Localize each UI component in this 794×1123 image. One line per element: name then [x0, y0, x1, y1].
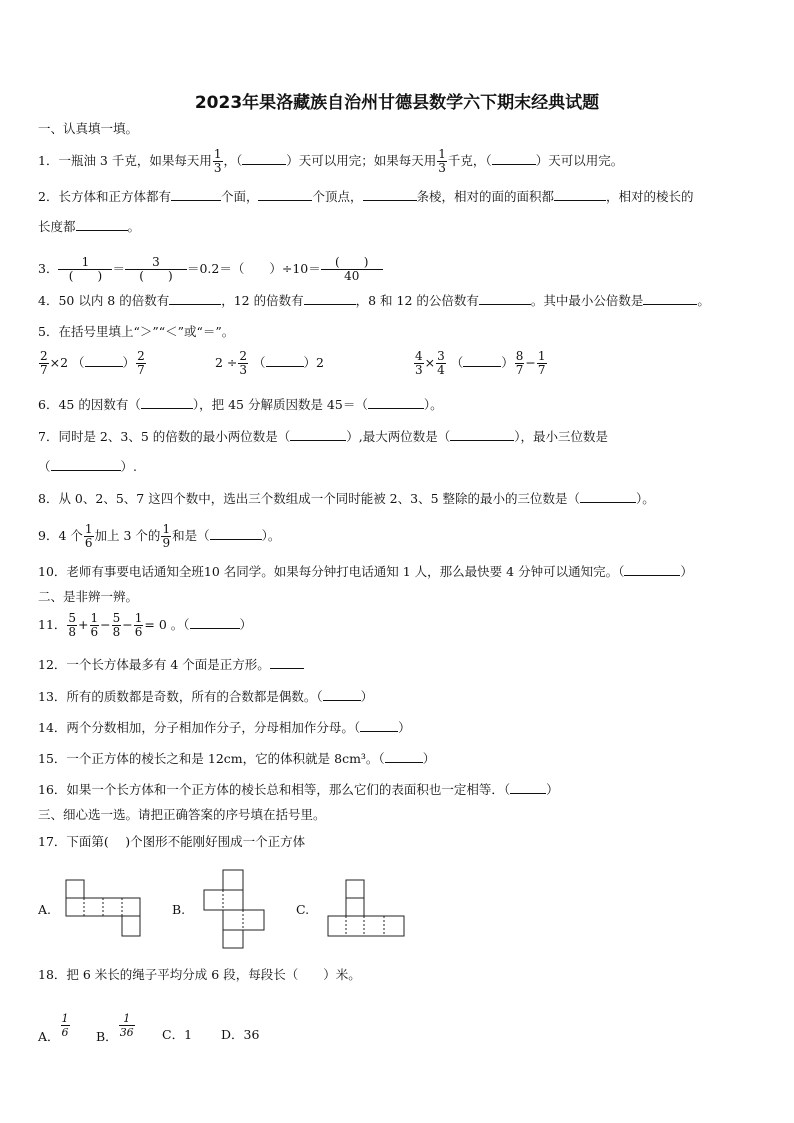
- question-7-cont: （ ）.: [38, 459, 137, 474]
- question-18: 18．把 6 米长的绳子平均分成 6 段，每段长（ ）米。: [38, 967, 361, 982]
- question-17: 17．下面第( )个图形不能刚好围成一个正方体: [38, 834, 306, 849]
- question-8: 8．从 0、2、5、7 这四个数中，选出三个数组成一个同时能被 2、3、5 整除的最小的三位数是（ ）。: [38, 491, 655, 506]
- q5-expression-2: 2 ÷ $\frac{2}{3}$ （ ）2: [215, 349, 324, 377]
- question-1: 1．一瓶油 3 千克，如果每天用 $\frac{1}{3}$ ，（ ）天可以用完；如果每天用 $\frac{1}{3}$ 千克，（ ）天可以用完。: [38, 147, 624, 175]
- answer-blank[interactable]: [210, 527, 262, 540]
- answer-blank[interactable]: [450, 428, 514, 441]
- answer-blank[interactable]: [171, 188, 221, 201]
- question-14: 14．两个分数相加，分子相加作分子，分母相加作分母。（ ）: [38, 720, 411, 735]
- section-heading-1: 一、认真填一填。: [38, 121, 139, 136]
- answer-blank[interactable]: [190, 616, 240, 629]
- answer-blank[interactable]: [368, 396, 424, 409]
- fraction: $\frac{1}{3}$: [213, 147, 222, 175]
- cube-net-c[interactable]: [326, 878, 408, 940]
- answer-blank[interactable]: [290, 428, 346, 441]
- fraction: $\frac{3}{( )}$: [126, 256, 186, 283]
- answer-blank[interactable]: [51, 458, 121, 471]
- answer-blank[interactable]: [554, 188, 606, 201]
- answer-blank[interactable]: [492, 152, 536, 165]
- question-5: 5．在括号里填上“＞”“＜”或“＝”。: [38, 324, 235, 339]
- question-10: 10．老师有事要电话通知全班10 名同学。如果每分钟打电话通知 1 人，那么最快要 4 分钟可以通知完。（ ）: [38, 564, 693, 579]
- answer-blank[interactable]: [643, 292, 697, 305]
- answer-blank[interactable]: [580, 490, 636, 503]
- question-6: 6．45 的因数有（ ），把 45 分解质因数是 45＝（ ）。: [38, 397, 443, 412]
- question-3: 3． $\frac{1}{( )}$ ＝ $\frac{3}{( )}$ ＝0.2＝（ ）÷10＝ $\frac{( )}{40}$: [38, 256, 383, 283]
- fraction: $\frac{( )}{40}$: [322, 256, 382, 283]
- question-2: 2．长方体和正方体都有 个面， 个顶点， 条棱，相对的面的面积都 ，相对的棱长的: [38, 189, 694, 204]
- section-heading-3: 三、细心选一选。请把正确答案的序号填在括号里。: [38, 807, 326, 822]
- answer-blank[interactable]: [323, 688, 361, 701]
- option-c-label[interactable]: C.: [296, 902, 310, 917]
- answer-blank[interactable]: [463, 354, 501, 367]
- cube-net-a[interactable]: [64, 878, 144, 938]
- answer-blank[interactable]: [169, 292, 221, 305]
- question-9: 9．4 个 $\frac{1}{6}$ 加上 3 个的 $\frac{1}{9}$ 和是（ ）。: [38, 522, 281, 550]
- answer-blank[interactable]: [76, 218, 128, 231]
- answer-blank[interactable]: [270, 656, 304, 669]
- question-13: 13．所有的质数都是奇数，所有的合数都是偶数。（ ）: [38, 689, 374, 704]
- answer-blank[interactable]: [624, 563, 680, 576]
- answer-blank[interactable]: [360, 719, 398, 732]
- cube-net-b[interactable]: [202, 868, 268, 952]
- answer-blank[interactable]: [266, 354, 304, 367]
- option-a-label[interactable]: A． $\frac{1}{6}$: [38, 1012, 69, 1044]
- question-7: 7．同时是 2、3、5 的倍数的最小两位数是（ ）,最大两位数是（ ），最小三位数是: [38, 429, 609, 444]
- option-d-label[interactable]: D．36: [221, 1027, 260, 1042]
- answer-blank[interactable]: [304, 292, 356, 305]
- option-b-label[interactable]: B． $\frac{1}{36}$: [96, 1012, 134, 1044]
- answer-blank[interactable]: [141, 396, 193, 409]
- q5-expression-3: $\frac{4}{3}$ × $\frac{3}{4}$ （ ） $\frac{8}{7}$ − $\frac{1}{7}$: [415, 349, 546, 377]
- fraction: $\frac{1}{( )}$: [59, 256, 111, 283]
- question-2-cont: 长度都 。: [38, 219, 141, 234]
- option-c-label[interactable]: C．1: [162, 1027, 193, 1042]
- answer-blank[interactable]: [242, 152, 286, 165]
- question-15: 15．一个正方体的棱长之和是 12cm，它的体积就是 8cm³。（ ）: [38, 751, 436, 766]
- question-11: 11． $\frac{5}{8}$ + $\frac{1}{6}$ − $\frac{5}{8}$ − $\frac{1}{6}$ = 0 。（ ）: [38, 611, 253, 639]
- answer-blank[interactable]: [363, 188, 417, 201]
- option-a-label[interactable]: A.: [38, 902, 52, 917]
- question-12: 12．一个长方体最多有 4 个面是正方形。: [38, 656, 304, 673]
- option-b-label[interactable]: B.: [172, 902, 186, 917]
- answer-blank[interactable]: [510, 781, 546, 794]
- page-title: 2023年果洛藏族自治州甘德县数学六下期末经典试题: [194, 93, 600, 113]
- section-heading-2: 二、是非辨一辨。: [38, 589, 139, 604]
- answer-blank[interactable]: [85, 354, 123, 367]
- fraction: $\frac{1}{3}$: [438, 147, 446, 175]
- question-4: 4．50 以内 8 的倍数有 ，12 的倍数有 ，8 和 12 的公倍数有 。其中最小公倍数是 。: [38, 293, 710, 308]
- answer-blank[interactable]: [479, 292, 531, 305]
- q5-expression-1: $\frac{2}{7}$ ×2 （ ） $\frac{2}{7}$: [40, 349, 145, 377]
- answer-blank[interactable]: [385, 750, 423, 763]
- answer-blank[interactable]: [258, 188, 312, 201]
- question-16: 16．如果一个长方体和一个正方体的棱长总和相等，那么它们的表面积也一定相等．（ ）: [38, 782, 559, 797]
